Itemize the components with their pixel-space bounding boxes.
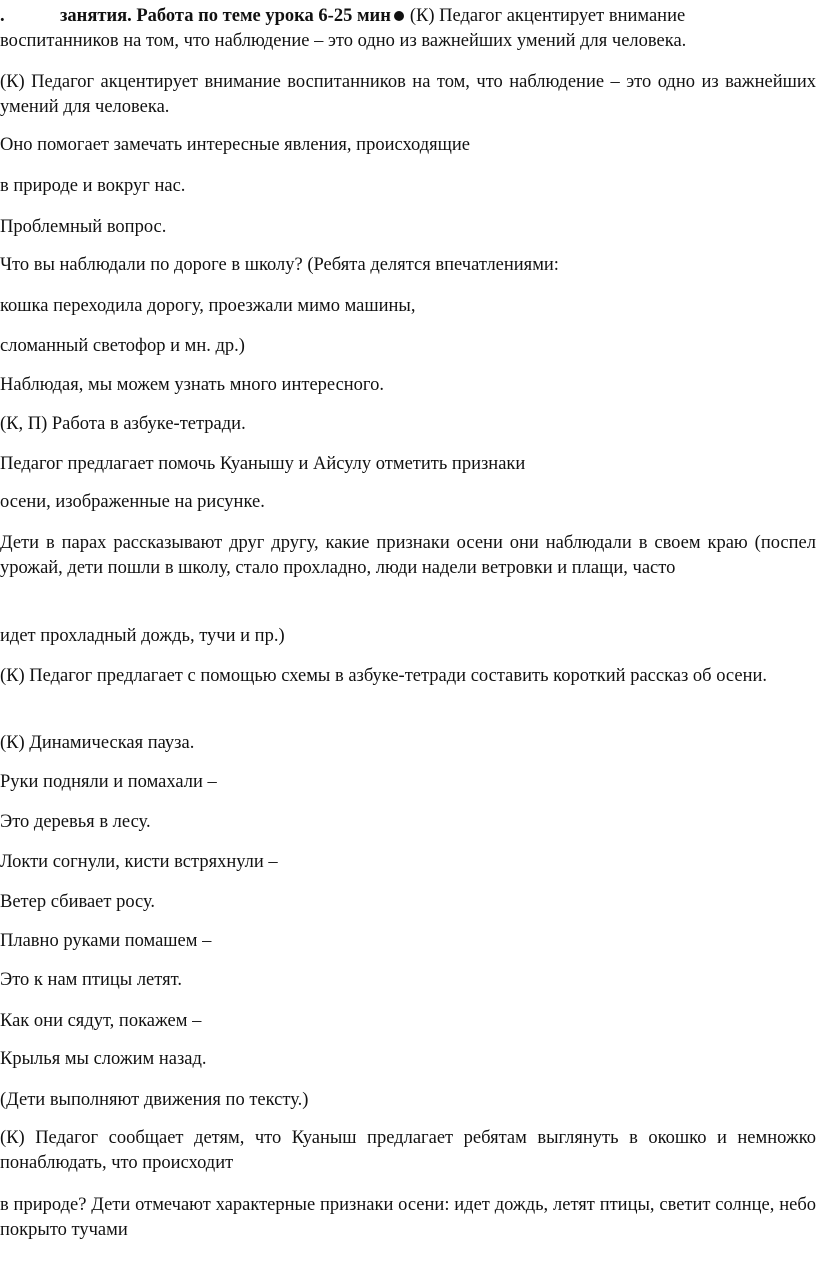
heading-rest-line2: воспитанников на том, что наблюдение – это одно из важнейших умений для человека. <box>0 31 687 51</box>
paragraph: Что вы наблюдали по дороге в школу? (Ребята делятся впечатлениями: <box>0 255 559 275</box>
paragraph: осени, изображенные на рисунке. <box>0 492 265 512</box>
paragraph: кошка переходила дорогу, проезжали мимо машины, <box>0 296 416 316</box>
heading-rest-line1: (К) Педагог акцентирует внимание <box>409 6 686 26</box>
paragraph: Это к нам птицы летят. <box>0 970 182 990</box>
paragraph: Крылья мы сложим назад. <box>0 1049 207 1069</box>
paragraph: (К, П) Работа в азбуке-тетради. <box>0 414 246 434</box>
paragraph: Плавно руками помашем – <box>0 931 212 951</box>
paragraph: (Дети выполняют движения по тексту.) <box>0 1090 309 1110</box>
paragraph: Ветер сбивает росу. <box>0 892 156 912</box>
paragraph: (К) Педагог предлагает с помощью схемы в азбуке-тетради составить короткий рассказ об осени. <box>0 666 768 686</box>
paragraph: Оно помогает замечать интересные явления, происходящие <box>0 135 470 155</box>
paragraph: Проблемный вопрос. <box>0 217 167 237</box>
paragraph: (К) Педагог акцентирует внимание воспитанников на том, что наблюдение – это одно из важнейших умений для человека. <box>0 72 816 117</box>
paragraph: Наблюдая, мы можем узнать много интересного. <box>0 375 384 395</box>
paragraph: (К) Динамическая пауза. <box>0 733 195 753</box>
paragraph: (К) Педагог сообщает детям, что Куаныш предлагает ребятам выглянуть в окошко и немножко понаблюдать, что происходит <box>0 1128 816 1173</box>
paragraph: Как они сядут, покажем – <box>0 1011 202 1031</box>
paragraph: Локти согнули, кисти встряхнули – <box>0 852 278 872</box>
paragraph: Руки подняли и помахали – <box>0 772 217 792</box>
heading-marker: . <box>0 6 5 26</box>
bullet-icon <box>394 11 404 21</box>
paragraph: Это деревья в лесу. <box>0 812 151 832</box>
paragraph: Педагог предлагает помочь Куанышу и Айсулу отметить признаки <box>0 454 526 474</box>
paragraph: Дети в парах рассказывают друг другу, какие признаки осени они наблюдали в своем краю (поспел урожай, дети пошли в школу, стало прохладно, люди надели ветровки и плащи, часто <box>0 533 816 578</box>
paragraph: сломанный светофор и мн. др.) <box>0 336 245 356</box>
lesson-heading <box>0 4 816 29</box>
heading-bold-text: занятия. Работа по теме урока 6-25 мин <box>60 6 391 26</box>
paragraph: в природе? Дети отмечают характерные признаки осени: идет дождь, летят птицы, светит солнце, небо покрыто тучами <box>0 1195 816 1240</box>
paragraph: идет прохладный дождь, тучи и пр.) <box>0 626 285 646</box>
paragraph: в природе и вокруг нас. <box>0 176 186 196</box>
